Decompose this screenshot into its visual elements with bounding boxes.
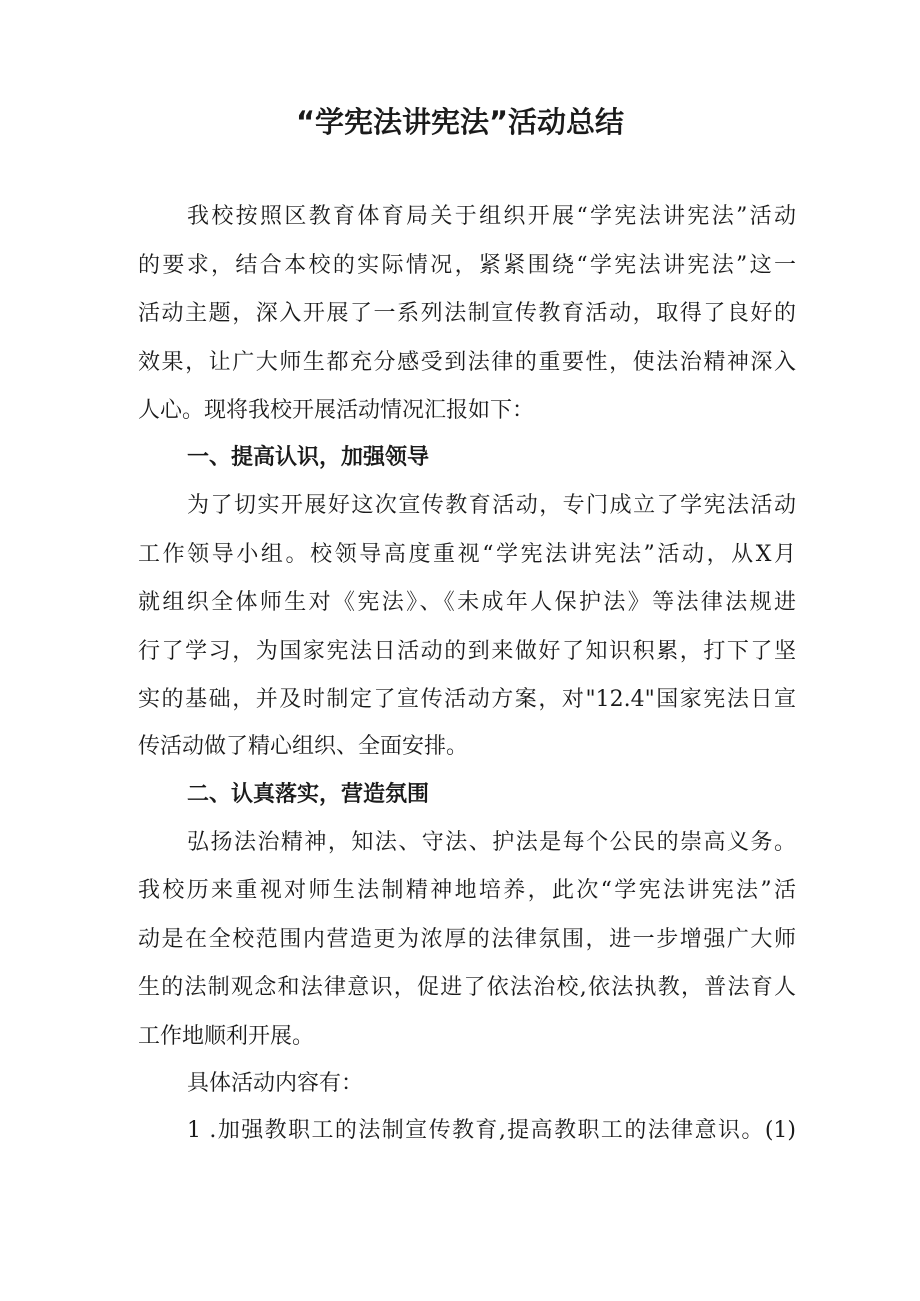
section2-line-3: 动是在全校范围内营造更为浓厚的法律氛围，进一步增强广大师	[138, 927, 796, 952]
section1-line-1: 为了切实开展好这次宣传教育活动，专门成立了学宪法活动	[187, 493, 796, 518]
section2-line-2: 我校历来重视对师生法制精神地培养，此次“学宪法讲宪法”活	[138, 878, 796, 903]
section1-line-5: 实的基础，并及时制定了宣传活动方案，对"12.4"国家宪法日宣	[138, 687, 796, 712]
section1-line-6: 传活动做了精心组织、全面安排。	[138, 734, 469, 759]
intro-line-5: 人心。现将我校开展活动情况汇报如下：	[138, 398, 535, 423]
content-label: 具体活动内容有：	[187, 1071, 364, 1096]
section1-line-3: 就组织全体师生对《宪法》、《未成年人保护法》等法律法规进	[138, 590, 796, 615]
section2-line-1: 弘扬法治精神，知法、守法、护法是每个公民的崇高义务。	[187, 830, 796, 855]
list-item-1: 1 .加强教职工的法制宣传教育,提高教职工的法律意识。(1)	[187, 1118, 796, 1143]
intro-line-1: 我校按照区教育体育局关于组织开展“学宪法讲宪法”活动	[187, 204, 796, 229]
section1-line-4: 行了学习，为国家宪法日活动的到来做好了知识积累，打下了坚	[138, 639, 796, 664]
intro-line-2: 的要求，结合本校的实际情况，紧紧围绕“学宪法讲宪法”这一	[138, 253, 796, 278]
document-title: “学宪法讲宪法”活动总结	[295, 105, 625, 139]
intro-line-3: 活动主题，深入开展了一系列法制宣传教育活动，取得了良好的	[138, 301, 796, 326]
intro-line-4: 效果，让广大师生都充分感受到法律的重要性，使法治精神深入	[138, 350, 796, 375]
section2-line-5: 工作地顺利开展。	[138, 1024, 315, 1049]
section2-heading: 二、认真落实，营造氛围	[187, 782, 430, 807]
section1-heading: 一、提高认识，加强领导	[187, 445, 430, 470]
section2-line-4: 生的法制观念和法律意识，促进了依法治校,依法执教，普法育人	[138, 975, 796, 1000]
section1-line-2: 工作领导小组。校领导高度重视“学宪法讲宪法”活动，从X月	[138, 542, 796, 567]
